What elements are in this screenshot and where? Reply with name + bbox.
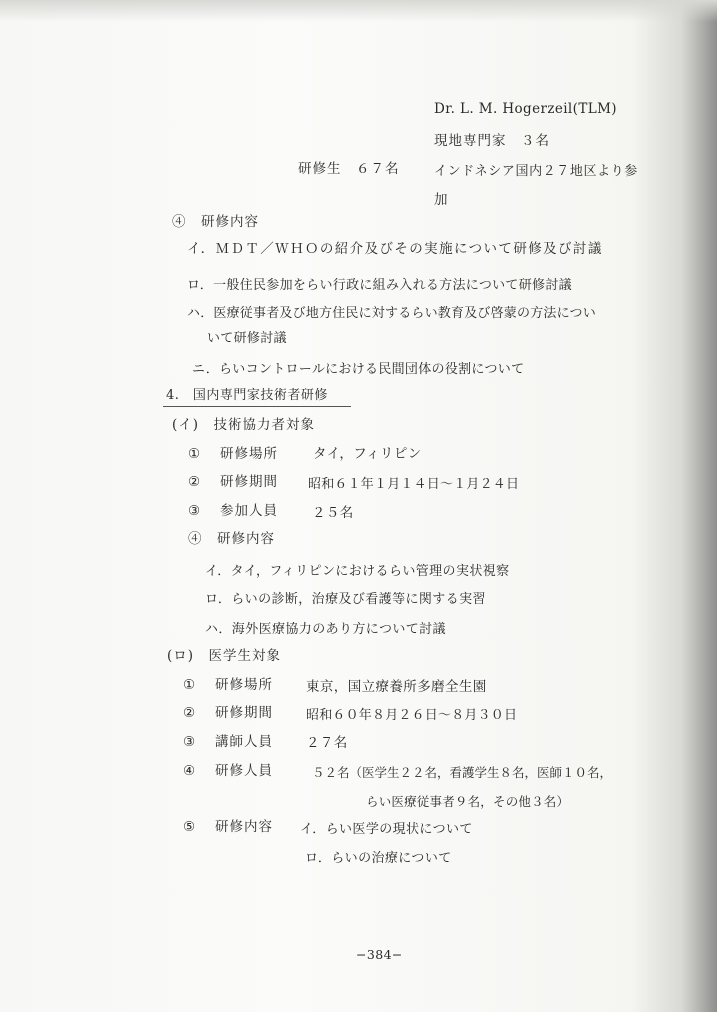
sub-b-row-value: 昭和６０年８月２６日〜８月３０日 <box>306 708 518 723</box>
sub-b-row-label: 研修内容 <box>215 819 273 835</box>
content-item-i: イ．ＭＤＴ／ＷＨＯの紹介及びその実施について研修及び討議 <box>187 241 603 257</box>
content-item-ro: ロ．一般住民参加をらい行政に組み入れる方法について研修討議 <box>187 278 572 293</box>
section-title: 4. 国内専門家技術者研修 <box>166 388 328 403</box>
sub-b-row-value: ５２名（医学生２２名，看護学生８名，医師１０名， <box>312 765 613 780</box>
sub-b-row-value: ２７名 <box>306 735 348 751</box>
sub-a-row-num: ① <box>188 446 202 462</box>
sub-a-row-label: 研修場所 <box>220 446 278 462</box>
sub-b-row-num: ⑤ <box>183 819 197 835</box>
sub-a-row-value: タイ，フィリピン <box>313 446 422 462</box>
sub-a-content-heading: ④ 研修内容 <box>188 531 275 547</box>
local-experts: 現地専門家 ３名 <box>434 133 550 149</box>
scan-shadow <box>0 0 717 22</box>
sub-a-row-label: 参加人員 <box>220 503 278 519</box>
page-number: −384− <box>356 947 403 962</box>
sub-b-row-num: ① <box>183 677 197 693</box>
trainees-origin: インドネシア国内２７地区より参 <box>434 164 638 179</box>
sub-b-content-item: イ．らい医学の現状について <box>300 822 473 837</box>
sub-b-heading: (ロ) 医学生対象 <box>167 648 282 664</box>
sub-a-row-num: ② <box>188 474 202 490</box>
trainees-count: 研修生 ６７名 <box>298 161 400 177</box>
sub-a-content-item: イ．タイ，フィリピンにおけるらい管理の実状視察 <box>205 564 510 579</box>
content-item-ha: ハ．医療従事者及び地方住民に対するらい教育及び啓蒙の方法につい <box>187 306 596 321</box>
content-item-ni: ニ．らいコントロールにおける民間団体の役割について <box>192 362 525 377</box>
sub-a-content-item: ハ．海外医療協力のあり方について討議 <box>205 622 446 637</box>
content-item-ha-cont: いて研修討議 <box>207 331 287 346</box>
sub-a-row-value: ２５名 <box>312 505 354 521</box>
content-heading: ④ 研修内容 <box>172 214 259 230</box>
sub-a-row-num: ③ <box>188 503 202 519</box>
sub-b-row-value: 東京，国立療養所多磨全生園 <box>306 679 487 695</box>
section-title-underline <box>163 406 351 407</box>
sub-b-row-label: 研修期間 <box>215 705 273 721</box>
sub-b-row-num: ④ <box>183 763 197 779</box>
sub-a-content-item: ロ．らいの診断，治療及び看護等に関する実習 <box>205 592 486 607</box>
lecturer-name: Dr. L. M. Hogerzeil(TLM) <box>434 101 617 117</box>
sub-b-row-label: 講師人員 <box>215 734 273 750</box>
sub-a-row-label: 研修期間 <box>220 474 278 490</box>
trainees-origin-cont: 加 <box>434 192 449 208</box>
sub-b-row-label: 研修場所 <box>215 677 273 693</box>
sub-b-row-label: 研修人員 <box>215 763 273 779</box>
sub-a-heading: (イ) 技術協力者対象 <box>172 417 316 433</box>
sub-b-row-num: ③ <box>183 734 197 750</box>
sub-a-row-value: 昭和６１年１月１４日〜１月２４日 <box>308 477 520 492</box>
sub-b-content-item: ロ．らいの治療について <box>305 851 452 866</box>
sub-b-row-value-cont: らい医療従事者９名，その他３名） <box>366 794 570 809</box>
sub-b-row-num: ② <box>183 705 197 721</box>
